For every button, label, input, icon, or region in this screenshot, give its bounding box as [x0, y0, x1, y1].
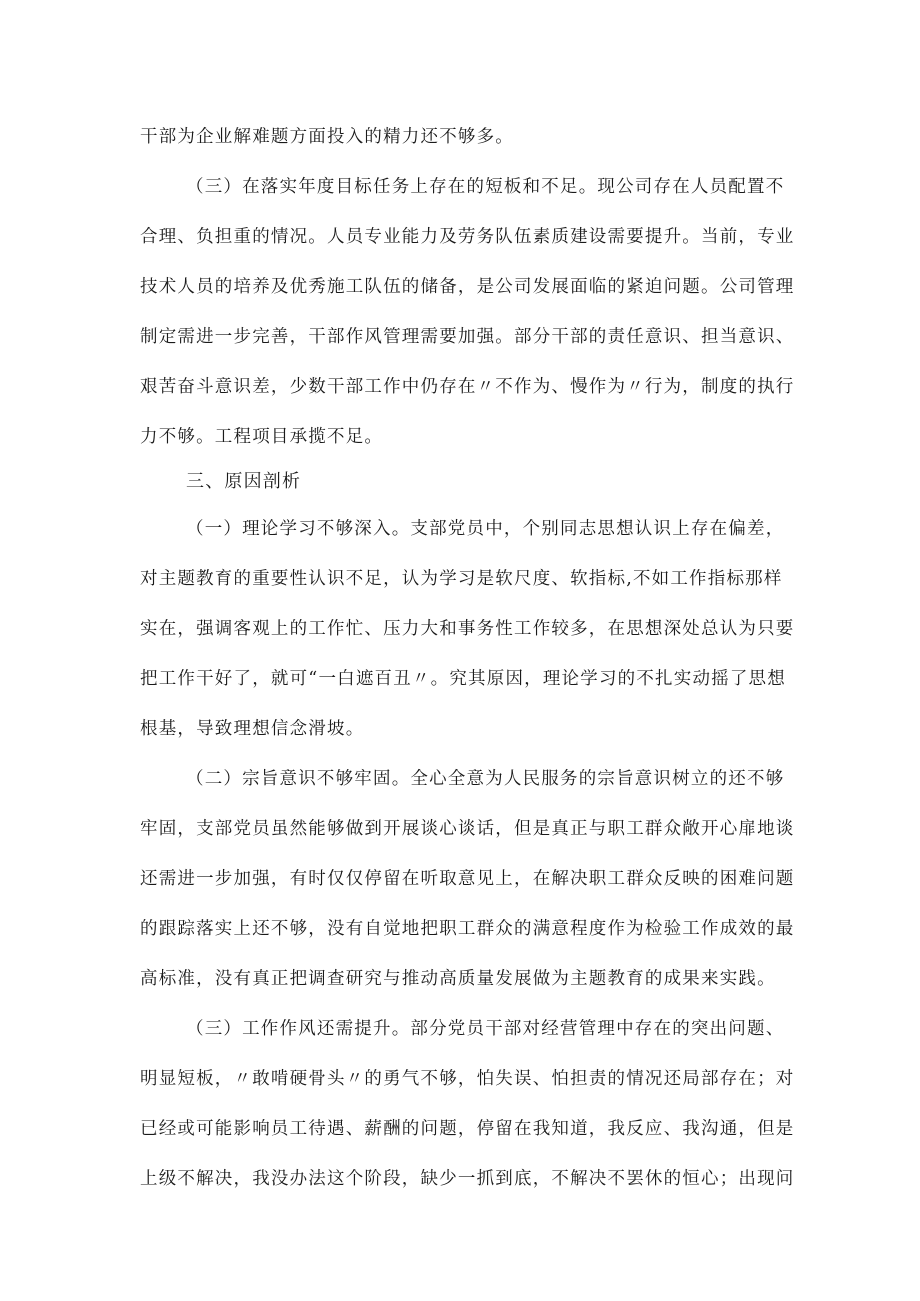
section-heading: 三、原因剖析 — [186, 471, 302, 492]
text-line: 已经或可能影响员工待遇、薪酬的问题，停留在我知道，我反应、我沟通，但是 — [140, 1119, 795, 1139]
text-line: 艰苦奋斗意识差，少数干部工作中仍存在〃不作为、慢作为〃行为，制度的执行 — [140, 377, 795, 397]
text-line: 合理、负担重的情况。人员专业能力及劳务队伍素质建设需要提升。当前，专业 — [140, 227, 795, 247]
text-line: 把工作干好了，就可“一白遮百丑〃。究其原因，理论学习的不扎实动摇了思想 — [140, 669, 786, 689]
text-line: 对主题教育的重要性认识不足，认为学习是软尺度、软指标,不如工作指标那样 — [140, 569, 783, 589]
paragraph-first-line: （三）工作作风还需提升。部分党员干部对经营管理中存在的突出问题、 — [186, 1019, 785, 1039]
text-line: 制定需进一步完善，干部作风管理需要加强。部分干部的责任意识、担当意识、 — [140, 327, 795, 347]
text-line: 干部为企业解难题方面投入的精力还不够多。 — [140, 127, 514, 147]
text-line: 实在，强调客观上的工作忙、压力大和事务性工作较多，在思想深处总认为只要 — [140, 619, 795, 639]
paragraph-first-line: （三）在落实年度目标任务上存在的短板和不足。现公司存在人员配置不 — [186, 177, 785, 197]
text-line: 牢固，支部党员虽然能够做到开展谈心谈话，但是真正与职工群众敞开心扉地谈 — [140, 819, 795, 839]
paragraph-first-line: （二）宗旨意识不够牢固。全心全意为人民服务的宗旨意识树立的还不够 — [186, 769, 785, 789]
text-line: 还需进一步加强，有时仅仅停留在听取意见上，在解决职工群众反映的困难问题 — [140, 869, 795, 889]
text-line: 高标准，没有真正把调查研究与推动高质量发展做为主题教育的成果来实践。 — [140, 969, 776, 989]
paragraph-first-line: （一）理论学习不够深入。支部党员中，个别同志思想认识上存在偏差， — [186, 519, 785, 539]
text-line: 明显短板，〃敢啃硬骨头〃的勇气不够，怕失误、怕担责的情况还局部存在；对 — [140, 1069, 795, 1089]
text-line: 根基，导致理想信念滑坡。 — [140, 719, 365, 739]
text-line: 技术人员的培养及优秀施工队伍的储备，是公司发展面临的紧迫问题。公司管理 — [140, 277, 795, 297]
text-line: 的跟踪落实上还不够，没有自觉地把职工群众的满意程度作为检验工作成效的最 — [140, 919, 795, 939]
text-line: 上级不解决，我没办法这个阶段，缺少一抓到底，不解决不罢休的恒心；出现问 — [140, 1169, 795, 1189]
text-line: 力不够。工程项目承揽不足。 — [140, 427, 384, 447]
